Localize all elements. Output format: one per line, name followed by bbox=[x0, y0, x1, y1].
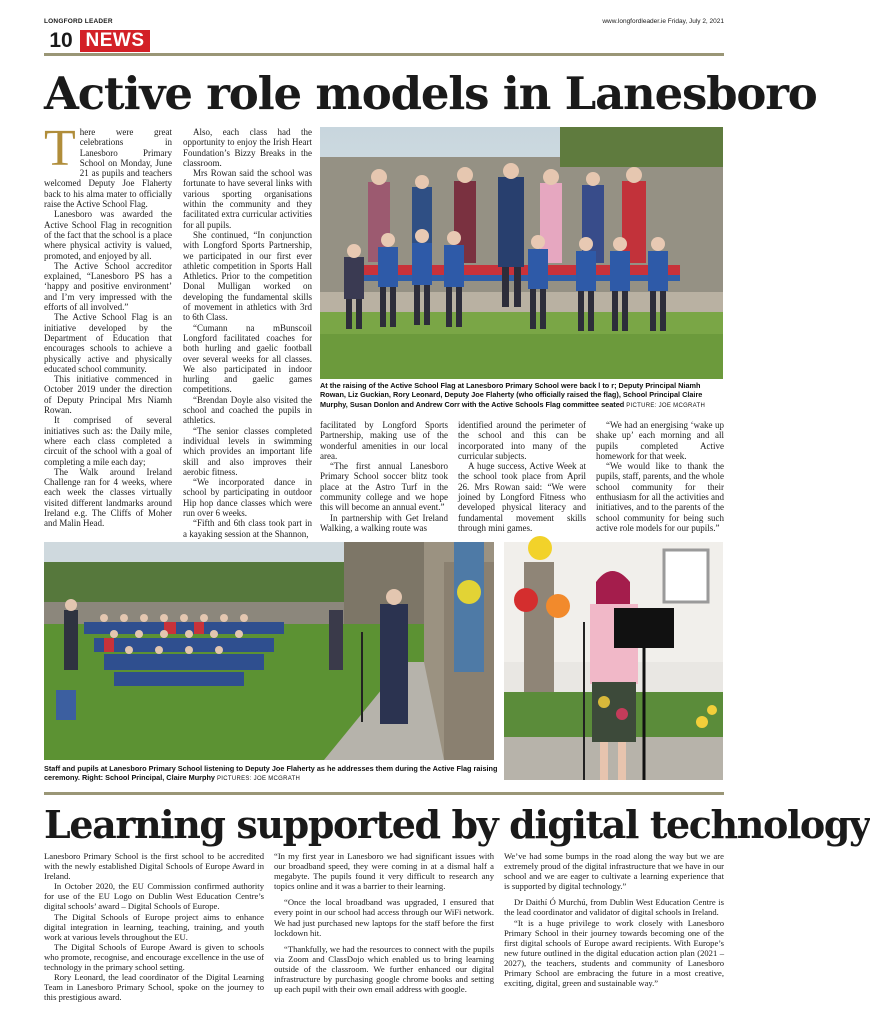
paragraph: “Fifth and 6th class took part in a kayaking session at the Shannon, bbox=[183, 518, 312, 539]
header-rule bbox=[44, 53, 724, 56]
paragraph: The Active School accreditor explained, “Lanesboro PS has a ‘happy and positive environment’ and I’m very impressed with the efforts of all involved.” bbox=[44, 260, 172, 313]
paragraph: Dr Daithí Ó Murchú, from Dublin West Education Centre is the lead coordinator and validator of digital schools in Ireland. bbox=[504, 897, 724, 918]
paragraph: The Active School Flag is an initiative developed by the Department of Education that encourages schools to achieve a physically active and physically educated school community. bbox=[44, 312, 172, 374]
article2-column-3 bbox=[504, 851, 724, 1021]
paragraph: “Once the local broadband was upgraded, I ensured that every point in our school had access through our WiFi network. We had just purchased new laptops for the staff before the first lockdown hit. bbox=[274, 897, 494, 938]
article2-headline: Learning supported by digital technology bbox=[44, 802, 870, 847]
caption-2-text: Staff and pupils at Lanesboro Primary School listening to Deputy Joe Flaherty as he addresses them during the Active Flag raising ceremony. Right: School Principal, Claire Murphy bbox=[44, 764, 498, 783]
paragraph: We’ve had some bumps in the road along the way but we are extremely proud of the digital infrastructure that we have in our school and we are eager to cultivate a learning experience that is supported by digital technology.” bbox=[504, 851, 724, 892]
article2-column-2 bbox=[274, 851, 494, 1021]
paragraph: “We would like to thank the pupils, staff, parents, and the whole school community for their enthusiasm for all the activities and initiatives, and to the parents of the school community for being such active role models for our pupils.” bbox=[596, 461, 724, 533]
photo-caption-2 bbox=[44, 764, 504, 785]
paragraph: “It is a huge privilege to work closely with Lanesboro Primary School in their journey towards becoming one of the first digital schools of Europe award recipients. With Europe’s new future outlined in the digital education action plan (2021 – 2027), the teachers, students and community of Lanesboro Primary School are embracing the future in a most creative, exciting, digital, green and sustainable way.” bbox=[504, 917, 724, 989]
page-number: 10 bbox=[49, 29, 73, 52]
article2-column-1 bbox=[44, 851, 264, 1021]
assembly-photo bbox=[44, 542, 494, 760]
paragraph: The Digital Schools of Europe project aims to enhance digital integration in learning, teaching, training, and youth work at various levels throughout the EU. bbox=[44, 911, 264, 942]
section-divider-rule bbox=[44, 792, 724, 795]
paragraph: Lanesboro was awarded the Active School Flag in recognition of the fact that the school is a place where physical activity is valued, promoted, and enjoyed by all. bbox=[44, 209, 172, 261]
paragraph: here were great celebrations in Lanesboro Primary School on Monday, June 21 as pupils and teachers welcomed Deputy Joe Flaherty back to his alma mater to officially raise the Active School Flag. bbox=[44, 127, 172, 210]
caption-1-credit: PICTURE: JOE MCGRATH bbox=[626, 402, 706, 409]
paragraph: “We incorporated dance in school by participating in outdoor Hip hop dance classes which were run over 6 weeks. bbox=[183, 477, 312, 518]
paragraph: “The first annual Lanesboro Primary School soccer blitz took place at the Astro Turf in the community college and we hope this will become an annual event.” bbox=[320, 461, 448, 513]
paragraph: “In my first year in Lanesboro we had significant issues with our broadband speed, they were coming in at a dismal half a megabyte. The pupils found it very difficult to research any topics online and it was a barrier to their learning. bbox=[274, 851, 494, 892]
paragraph: Rory Leonard, the lead coordinator of the Digital Learning Team in Lanesboro Primary School, spoke on the journey to this prestigious award. bbox=[44, 972, 264, 1003]
publication-name: LONGFORD LEADER bbox=[44, 18, 113, 25]
article1-headline: Active role models in Lanesboro bbox=[44, 67, 817, 120]
paragraph: The Digital Schools of Europe Award is given to schools who promote, recognise, and encourage excellence in the use of technology in the primary school setting. bbox=[44, 941, 264, 973]
paragraph: Lanesboro Primary School is the first school to be accredited with the newly established Digital Schools of Europe Award in Ireland. bbox=[44, 851, 264, 882]
paragraph: “Brendan Doyle also visited the school and coached the pupils in athletics. bbox=[183, 394, 312, 426]
principal-photo bbox=[504, 542, 723, 780]
article1-column-2 bbox=[183, 127, 312, 567]
paragraph: “Thankfully, we had the resources to connect with the pupils via Zoom and ClassDojo which enabled us to bring learning outside of the classroom. We further enhanced our digital infrastructure by purchasing google chrome books and setting up each pupil with their own email address with google. bbox=[274, 943, 494, 995]
paragraph: This initiative commenced in October 2019 under the direction of Deputy Principal Mrs Niamh Rowan. bbox=[44, 374, 172, 416]
paragraph: identified around the perimeter of the school and this can be incorporated into many of the curricular subjects. bbox=[458, 420, 586, 461]
paragraph: In October 2020, the EU Commission confirmed authority for use of the EU Logo on Dublin West Education Centre’s digital schools’ award – Digital Schools of Europe. bbox=[44, 881, 264, 912]
paragraph: The Walk around Ireland Challenge ran for 4 weeks, where each week the classes virtually visited different landmarks around Ireland e.g. The Cliffs of Moher and Malin Head. bbox=[44, 466, 172, 529]
paragraph: “We had an energising ‘wake up shake up’ each morning and all pupils completed Active homework for that week. bbox=[596, 420, 724, 461]
paragraph: A huge success, Active Week at the school took place from April 26. Mrs Rowan said: “We were joined by Longford Fitness who developed physical literacy and fundamental movement skills through mini games. bbox=[458, 461, 586, 533]
paragraph: facilitated by Longford Sports Partnership, making use of the wonderful amenities in our local area. bbox=[320, 420, 448, 461]
paragraph: “Cumann na mBunscoil Longford facilitated coaches for both hurling and gaelic football over several weeks for all classes. We also participated in indoor hurling and gaelic games competitions. bbox=[183, 322, 312, 395]
paragraph: It comprised of several initiatives such as: the Daily mile, where each class completed a circuit of the school with a goal of completing a mile each day; bbox=[44, 415, 172, 467]
paragraph: She continued, “In conjunction with Longford Sports Partnership, we participated in our first ever athletic competition in Sports Hall Athletics. Prior to the competition Donal Mulligan worked on developing the fundamental skills of movement in athletics with 3rd to 6th Class. bbox=[183, 229, 312, 323]
website-and-date: www.longfordleader.ie Friday, July 2, 2021 bbox=[602, 18, 724, 25]
section-label: NEWS bbox=[80, 30, 150, 52]
caption-2-credit: PICTURES: JOE MCGRATH bbox=[217, 776, 301, 783]
caption-1-text: At the raising of the Active School Flag at Lanesboro Primary School were back l to r; Deputy Principal Niamh Rowan, Liz Guckian, Rory Leonard, Deputy Joe Flaherty (who officially raised the flag), School Principal Claire Murphy, Susan Donlon and Andrew Corr with the Active Schools Flag committee seated bbox=[320, 381, 703, 409]
paragraph: “The senior classes completed individual levels in swimming which provides an important life skill and also improves their aerobic fitness. bbox=[183, 425, 312, 477]
photo-caption-1 bbox=[320, 381, 723, 411]
paragraph: Also, each class had the opportunity to enjoy the Irish Heart Foundation’s Bizzy Breaks in the classroom. bbox=[183, 127, 312, 168]
article1-column-1 bbox=[44, 120, 172, 567]
masthead-strip bbox=[44, 16, 724, 28]
paragraph: Mrs Rowan said the school was fortunate to have several links with various sporting organisations within the community and they facilitated extra curricular activities for all pupils. bbox=[183, 168, 312, 230]
flag-raising-group-photo bbox=[320, 127, 723, 379]
paragraph: In partnership with Get Ireland Walking, a walking route was bbox=[320, 512, 448, 533]
drop-cap: T bbox=[44, 120, 76, 177]
